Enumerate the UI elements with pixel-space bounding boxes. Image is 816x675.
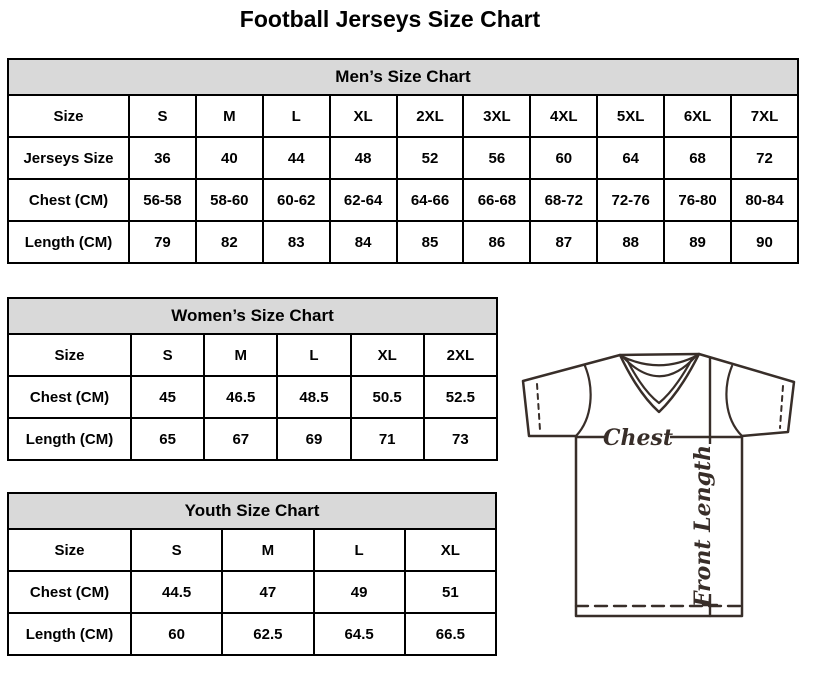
- size-value: 58-60: [196, 179, 263, 221]
- size-value: 69: [277, 418, 350, 460]
- size-value: 6XL: [664, 95, 731, 137]
- size-value: 48.5: [277, 376, 350, 418]
- front-length-label: Front Length: [690, 444, 716, 608]
- size-value: 4XL: [530, 95, 597, 137]
- row-label: Size: [8, 334, 131, 376]
- size-value: 72-76: [597, 179, 664, 221]
- size-value: 44: [263, 137, 330, 179]
- size-value: 90: [731, 221, 798, 263]
- jersey-outline: [523, 354, 794, 616]
- row-label: Size: [8, 529, 131, 571]
- size-value: S: [131, 529, 222, 571]
- right-cuff-dashed-line: [780, 386, 783, 428]
- row-label: Length (CM): [8, 613, 131, 655]
- left-armhole-seam: [576, 366, 591, 436]
- size-value: 66.5: [405, 613, 496, 655]
- size-value: 60: [131, 613, 222, 655]
- size-value: 68-72: [530, 179, 597, 221]
- size-value: 88: [597, 221, 664, 263]
- left-cuff-dashed-line: [537, 384, 540, 430]
- table-row: [8, 221, 798, 263]
- size-value: 87: [530, 221, 597, 263]
- size-value: L: [277, 334, 350, 376]
- size-value: 82: [196, 221, 263, 263]
- chest-label: Chest: [602, 425, 674, 451]
- table-title-row: [8, 298, 497, 334]
- size-value: 73: [424, 418, 497, 460]
- size-value: 48: [330, 137, 397, 179]
- size-value: 52: [397, 137, 464, 179]
- size-value: 79: [129, 221, 196, 263]
- jersey-measurement-diagram: [510, 330, 816, 675]
- size-value: 49: [314, 571, 405, 613]
- size-value: 36: [129, 137, 196, 179]
- size-value: XL: [405, 529, 496, 571]
- size-value: 52.5: [424, 376, 497, 418]
- size-value: S: [129, 95, 196, 137]
- table-row: [8, 95, 798, 137]
- size-value: 40: [196, 137, 263, 179]
- size-value: 7XL: [731, 95, 798, 137]
- size-value: 60: [530, 137, 597, 179]
- size-value: M: [204, 334, 277, 376]
- table-row: [8, 376, 497, 418]
- mens-table-title: Men’s Size Chart: [8, 59, 798, 95]
- size-value: 72: [731, 137, 798, 179]
- size-value: 56-58: [129, 179, 196, 221]
- size-value: XL: [330, 95, 397, 137]
- row-label: Chest (CM): [8, 376, 131, 418]
- mens-size-table: [7, 58, 799, 264]
- table-row: [8, 571, 496, 613]
- table-row: [8, 179, 798, 221]
- table-title-row: [8, 493, 496, 529]
- size-value: 64.5: [314, 613, 405, 655]
- size-value: 62-64: [330, 179, 397, 221]
- youth-table-title: Youth Size Chart: [8, 493, 496, 529]
- size-value: 67: [204, 418, 277, 460]
- size-value: L: [314, 529, 405, 571]
- size-value: M: [222, 529, 313, 571]
- size-value: 68: [664, 137, 731, 179]
- table-row: [8, 334, 497, 376]
- size-value: 46.5: [204, 376, 277, 418]
- size-value: 44.5: [131, 571, 222, 613]
- size-value: S: [131, 334, 204, 376]
- table-row: [8, 137, 798, 179]
- row-label: Size: [8, 95, 129, 137]
- size-value: 65: [131, 418, 204, 460]
- row-label: Length (CM): [8, 418, 131, 460]
- size-value: 66-68: [463, 179, 530, 221]
- table-row: [8, 418, 497, 460]
- size-value: 45: [131, 376, 204, 418]
- row-label: Chest (CM): [8, 571, 131, 613]
- size-value: 85: [397, 221, 464, 263]
- row-label: Length (CM): [8, 221, 129, 263]
- size-value: 76-80: [664, 179, 731, 221]
- row-label: Jerseys Size: [8, 137, 129, 179]
- size-value: 71: [351, 418, 424, 460]
- size-value: XL: [351, 334, 424, 376]
- collar-back-arc-outer: [621, 355, 698, 365]
- table-row: [8, 613, 496, 655]
- row-label: Chest (CM): [8, 179, 129, 221]
- size-value: L: [263, 95, 330, 137]
- size-value: 60-62: [263, 179, 330, 221]
- right-armhole-seam: [726, 366, 742, 436]
- size-value: 84: [330, 221, 397, 263]
- size-value: 2XL: [424, 334, 497, 376]
- table-title-row: [8, 59, 798, 95]
- size-value: 50.5: [351, 376, 424, 418]
- size-value: 64-66: [397, 179, 464, 221]
- size-value: 89: [664, 221, 731, 263]
- size-value: 86: [463, 221, 530, 263]
- page-title: Football Jerseys Size Chart: [239, 6, 541, 32]
- size-value: 64: [597, 137, 664, 179]
- size-value: 83: [263, 221, 330, 263]
- size-value: 62.5: [222, 613, 313, 655]
- size-value: 3XL: [463, 95, 530, 137]
- size-value: 47: [222, 571, 313, 613]
- size-value: 56: [463, 137, 530, 179]
- size-value: 80-84: [731, 179, 798, 221]
- size-value: 5XL: [597, 95, 664, 137]
- size-value: 2XL: [397, 95, 464, 137]
- womens-table-title: Women’s Size Chart: [8, 298, 497, 334]
- youth-size-table: [7, 492, 497, 656]
- size-value: 51: [405, 571, 496, 613]
- table-row: [8, 529, 496, 571]
- size-value: M: [196, 95, 263, 137]
- womens-size-table: [7, 297, 498, 461]
